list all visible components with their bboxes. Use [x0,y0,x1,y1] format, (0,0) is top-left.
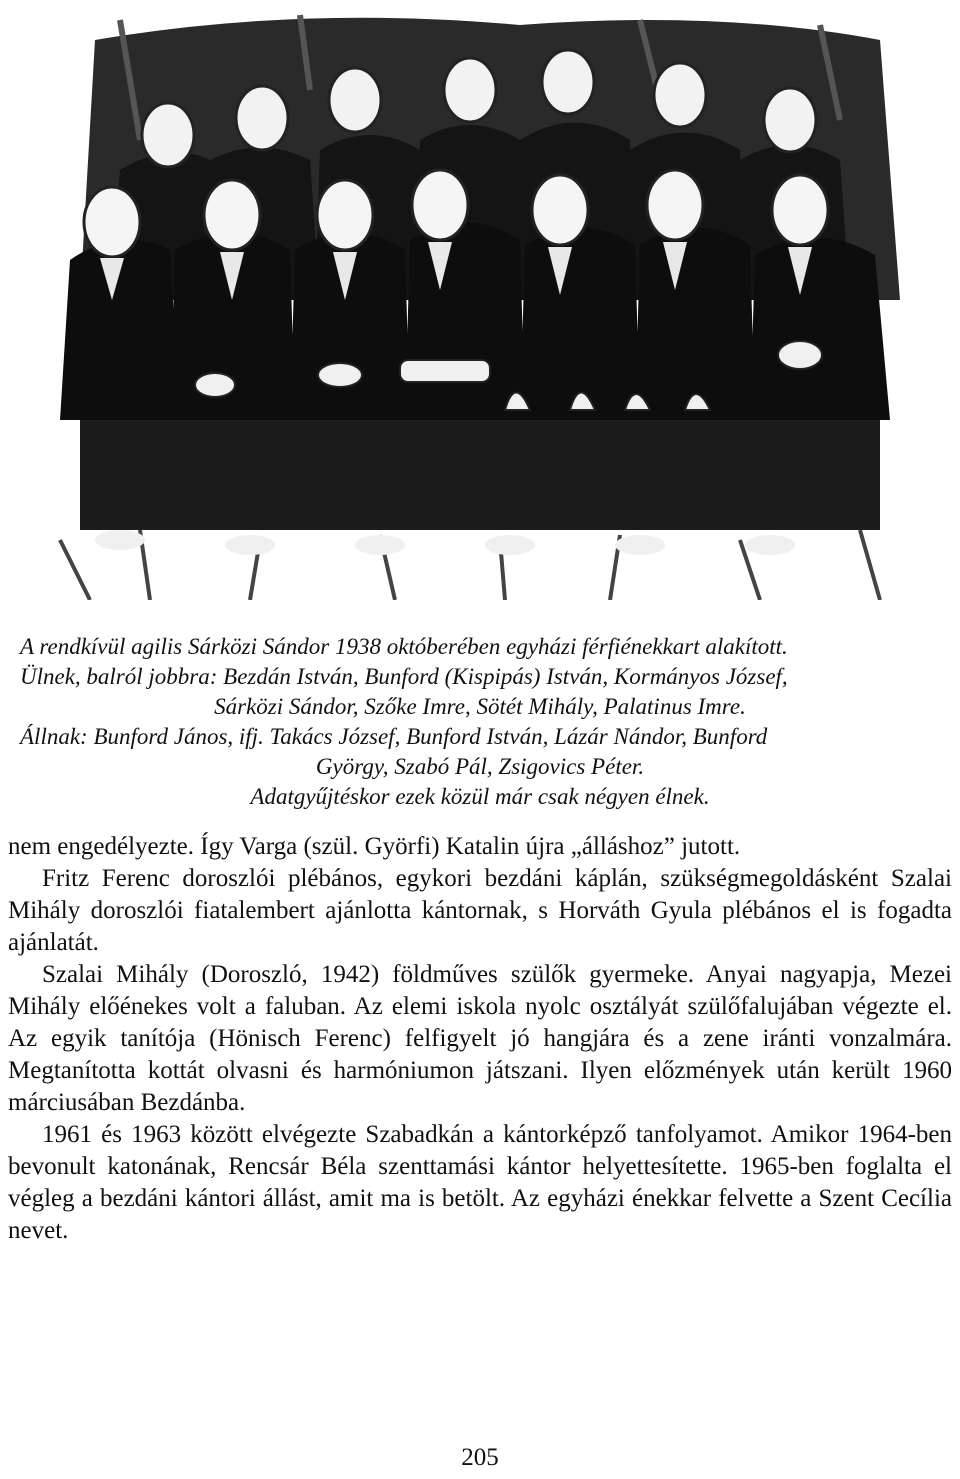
caption-line-4: Állnak: Bunford János, ifj. Takács József, Bunford István, Lázár Nándor, Bunford [20,724,768,749]
paragraph-4: 1961 és 1963 között elvégezte Szabadkán a kántorképző tanfolyamot. Amikor 1964-ben bevonult katonának, Rencsár Béla szenttamási kántor helyettesítette. 1965-ben foglalta el végleg a bezdáni kántori állást, amit ma is betölt. Az egyházi énekkar felvette a Szent Cecília nevet. [8,1121,952,1244]
caption-line-6: Adatgyűjtéskor ezek közül már csak négyen élnek. [250,784,710,809]
body-text [8,831,952,1247]
paragraph-1: nem engedélyezte. Így Varga (szül. Györfi) Katalin újra „álláshoz” jutott. [8,833,741,860]
caption-line-2: Ülnek, balról jobbra: Bezdán István, Bunford (Kispipás) István, Kormányos József, [20,664,788,689]
paragraph-2: Fritz Ferenc doroszlói plébános, egykori bezdáni káplán, szükségmegoldásként Szalai Mihály doroszlói fiatalembert ajánlotta kántornak, s Horváth Gyula plébános el is fogadta ajánlatát. [8,865,952,956]
photo-illustration [0,0,960,600]
page-number: 205 [461,1444,499,1471]
caption-line-5: György, Szabó Pál, Zsigovics Péter. [315,754,645,779]
photo-caption [20,632,940,812]
caption-line-1: A rendkívül agilis Sárközi Sándor 1938 októberében egyházi férfiénekkart alakított. [20,634,788,659]
paragraph-3: Szalai Mihály (Doroszló, 1942) földműves szülők gyermeke. Anyai nagyapja, Mezei Mihály előénekes volt a faluban. Az elemi iskola nyolc osztályát szülőfalujában végezte el. Az egyik tanítója (Hönisch Ferenc) felfigyelt jó hangjára és a zene iránti vonzalmára. Megtanította kottát olvasni és harmóniumon játszani. Ilyen előzmények után került 1960 márciusában Bezdánba. [8,961,952,1116]
group-portrait-photo [0,0,960,600]
caption-line-3: Sárközi Sándor, Szőke Imre, Sötét Mihály, Palatinus Imre. [214,694,746,719]
